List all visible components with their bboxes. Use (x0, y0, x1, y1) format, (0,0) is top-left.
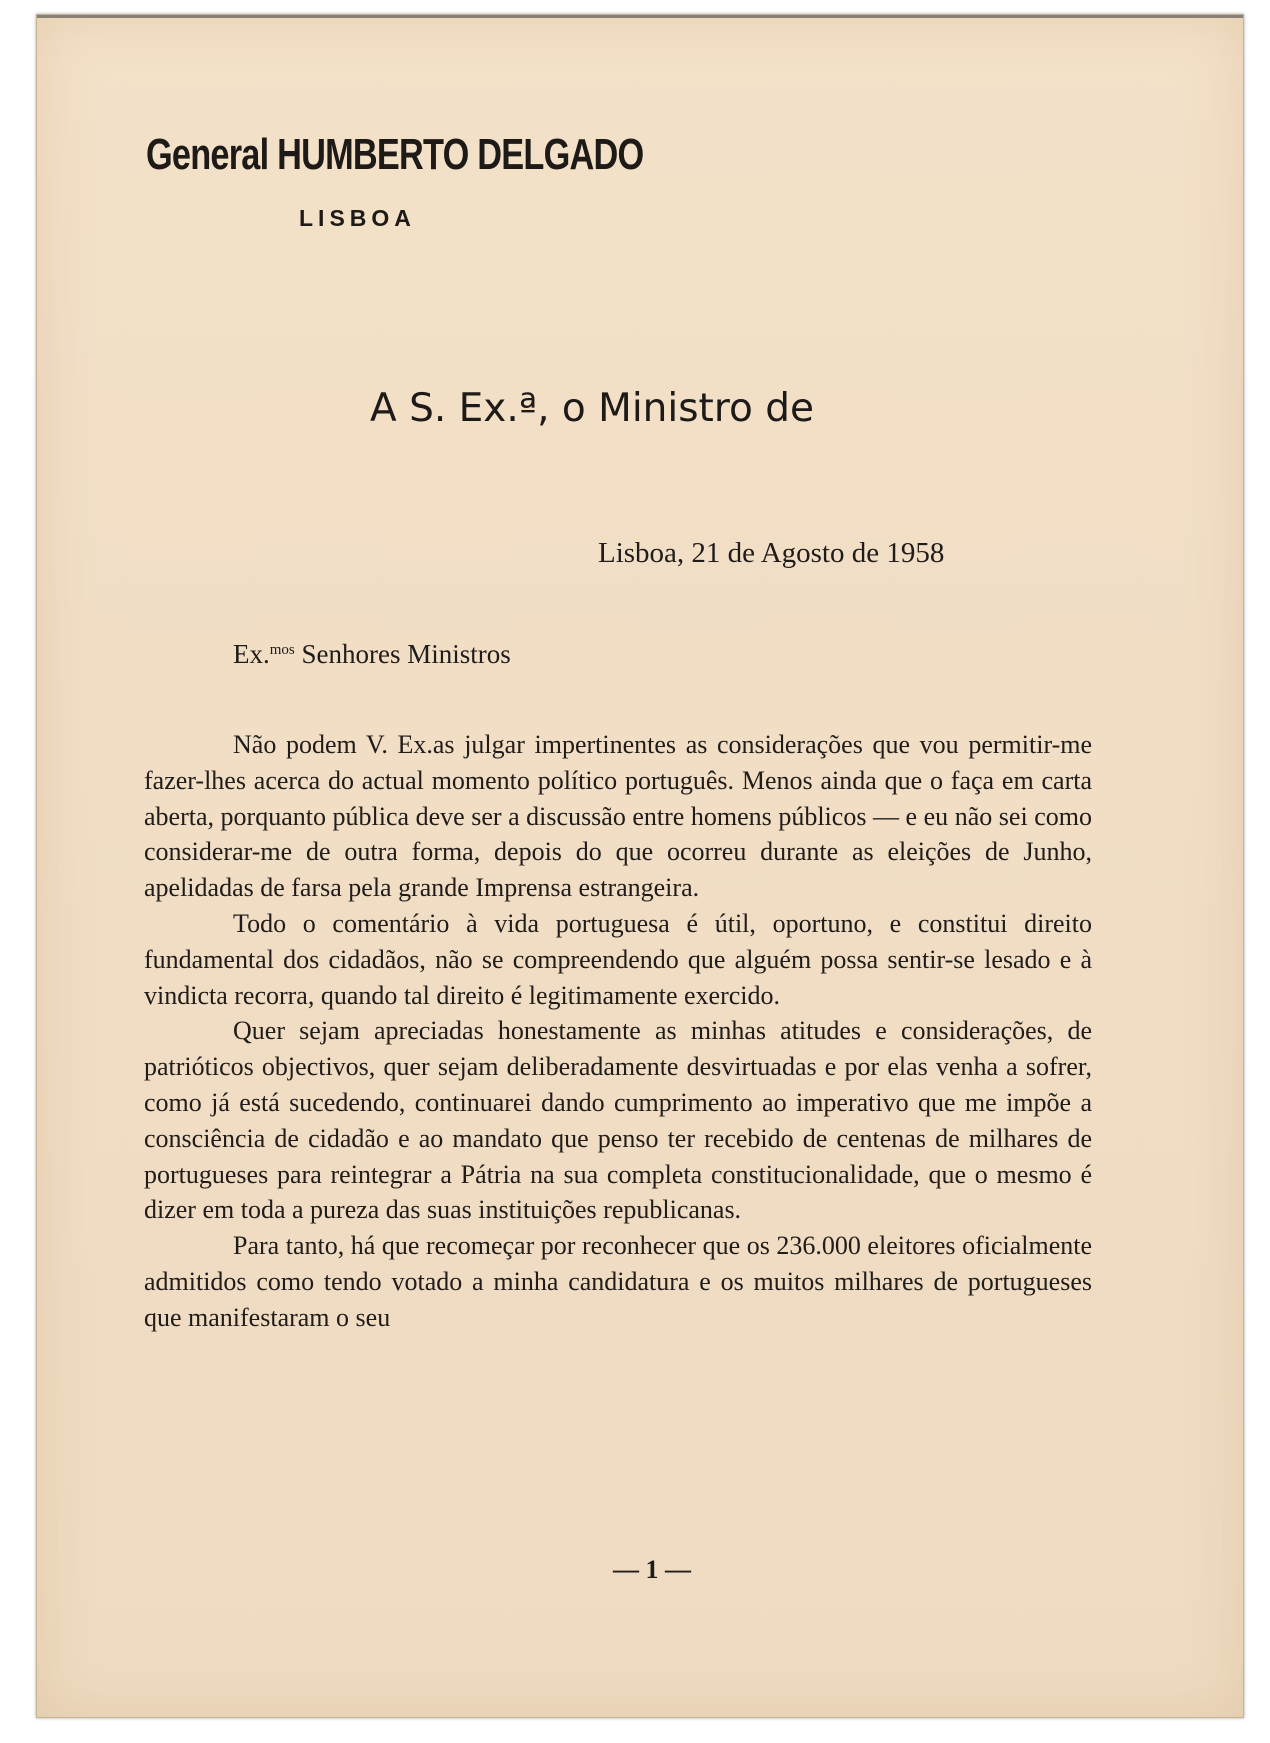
body-paragraph: Quer sejam apreciadas honestamente as minhas atitudes e considerações, de patrióticos objectivos, quer sejam deliberadamente desvirtuadas e por elas venha a sofrer, como já está sucedendo, continuarei dando cumprimento ao imperativo que me impõe a consciência de cidadão e ao mandato que penso ter recebido de centenas de milhares de portugueses para reintegrar a Pátria na sua completa constitucionalidade, que o mesmo é dizer em toda a pureza das suas instituições republicanas. (144, 1016, 1092, 1225)
salutation-rest: Senhores Ministros (294, 639, 511, 669)
body-paragraph: Não podem V. Ex.as julgar impertinentes as considerações que vou permitir-me fazer-lhes acerca do actual momento político português. Menos ainda que o faça em carta aberta, porquanto pública deve ser a discussão entre homens públicos — e eu não sei como considerar-me de outra forma, depois do que ocorreu durante as eleições de Junho, apelidadas de farsa pela grande Imprensa estrangeira. (144, 730, 1092, 903)
salutation (233, 641, 511, 668)
letter-body (144, 727, 1092, 1336)
body-paragraph: Para tanto, há que recomeçar por reconhecer que os 236.000 eleitores oficialmente admitidos como tendo votado a minha candidatura e os muitos milhares de portugueses que manifestaram o seu (144, 1231, 1092, 1332)
salutation-superscript: mos (269, 642, 295, 658)
letterhead-name: General HUMBERTO DELGADO (146, 130, 644, 179)
body-paragraph: Todo o comentário à vida portuguesa é útil, oportuno, e constitui direito fundamental dos cidadãos, não se compreendendo que alguém possa sentir-se lesado e à vindicta recorra, quando tal direito é legitimamente exercido. (144, 908, 1092, 1010)
salutation-prefix: Ex. (233, 639, 270, 669)
letter-page (36, 14, 1244, 1718)
page-number: — 1 — (613, 1555, 691, 1584)
letterhead-city: LISBOA (299, 205, 416, 231)
date-line: Lisboa, 21 de Agosto de 1958 (598, 537, 945, 569)
addressee-heading: A S. Ex.ª, o Ministro de (370, 386, 815, 431)
